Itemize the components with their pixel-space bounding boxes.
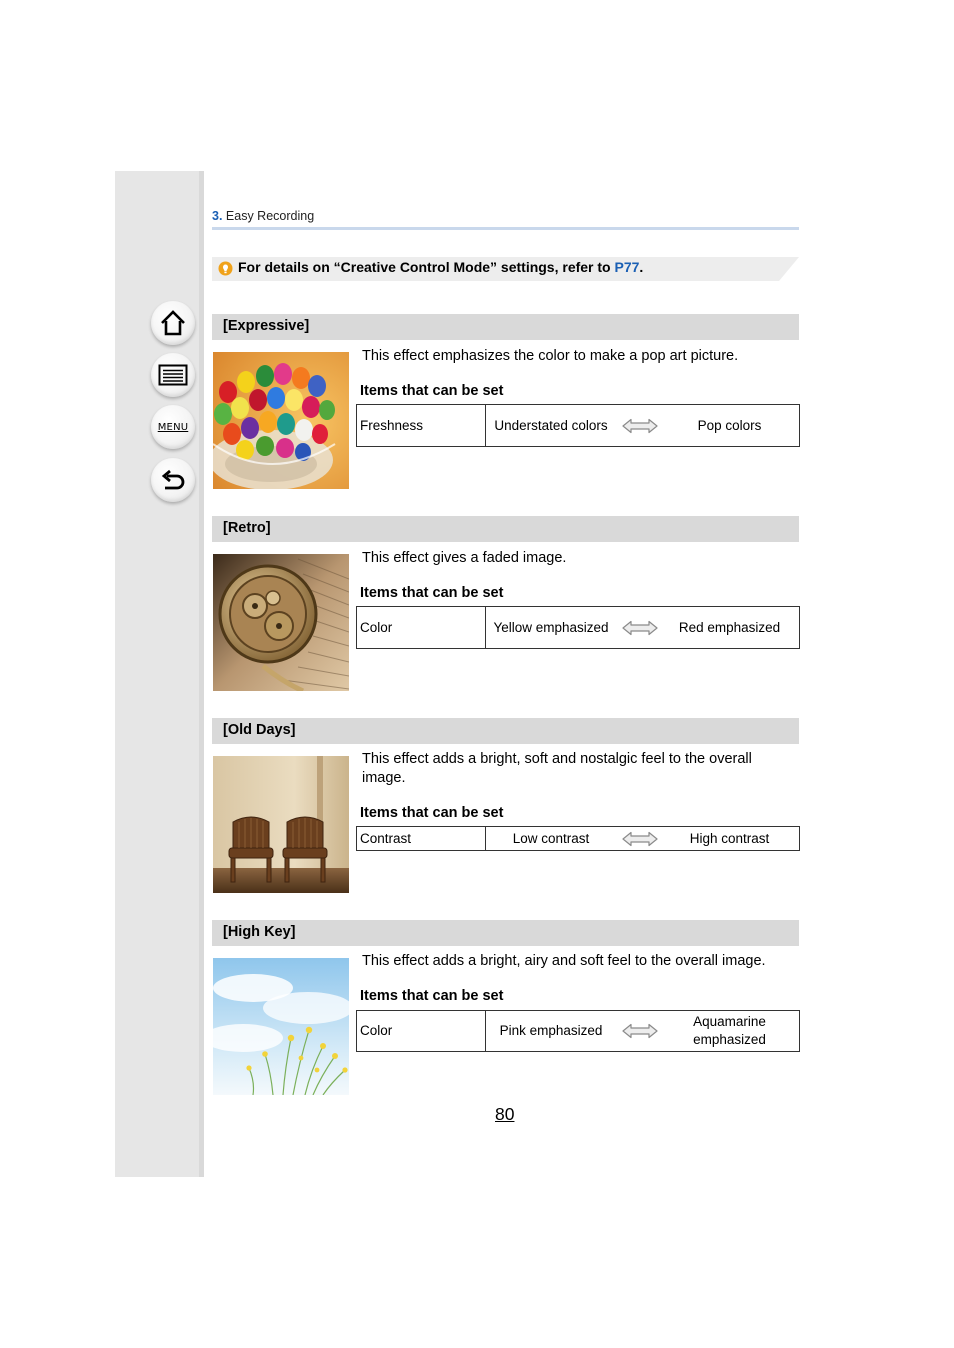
setting-from: Yellow emphasized [493, 619, 609, 635]
back-button[interactable] [151, 458, 195, 502]
menu-button[interactable] [151, 405, 195, 449]
sidebar-edge [199, 171, 204, 1177]
retro-description: This effect gives a faded image. [362, 550, 567, 566]
setting-to: High contrast [689, 830, 770, 846]
setting-from: Understated colors [494, 417, 608, 433]
double-arrow-icon [616, 827, 664, 850]
home-icon [159, 309, 187, 337]
chapter-number: 3. [212, 209, 223, 223]
section-title: [Old Days] [223, 722, 296, 738]
setting-name: Freshness [357, 405, 486, 446]
page-link[interactable]: P77 [614, 259, 640, 275]
items-label: Items that can be set [360, 585, 504, 601]
page-number: 80 [495, 1104, 515, 1124]
old-days-photo [213, 756, 349, 893]
breadcrumb [212, 209, 314, 223]
setting-table-retro [356, 606, 800, 649]
setting-table-expressive [356, 404, 800, 447]
high-key-description: This effect adds a bright, airy and soft feel to the overall image. [362, 953, 766, 969]
double-arrow-icon [616, 607, 664, 648]
note-end: . [639, 259, 644, 275]
setting-table-old-days [356, 826, 800, 851]
section-header-old-days [212, 718, 799, 744]
section-title: [High Key] [223, 924, 296, 940]
retro-photo [213, 554, 349, 691]
section-title: [Retro] [223, 520, 271, 536]
menu-label: MENU [157, 421, 189, 433]
setting-name: Color [357, 1011, 486, 1051]
section-header-high-key [212, 920, 799, 946]
section-title: [Expressive] [223, 318, 310, 334]
setting-to: Pop colors [697, 417, 762, 433]
items-label: Items that can be set [360, 988, 504, 1004]
contents-button[interactable] [151, 353, 195, 397]
setting-name: Contrast [357, 827, 486, 850]
note-text [238, 259, 643, 275]
back-arrow-icon [159, 467, 187, 493]
home-button[interactable] [151, 301, 195, 345]
double-arrow-icon [616, 1011, 664, 1051]
setting-name: Color [357, 607, 486, 648]
high-key-photo [213, 958, 349, 1095]
setting-to: Aquamarine emphasized [693, 1014, 766, 1047]
items-label: Items that can be set [360, 805, 504, 821]
header-rule [212, 227, 799, 230]
setting-table-high-key [356, 1010, 800, 1052]
setting-to: Red emphasized [678, 619, 781, 635]
section-header-expressive [212, 314, 799, 340]
hint-bulb-icon [218, 261, 233, 276]
expressive-description: This effect emphasizes the color to make a pop art picture. [362, 348, 739, 364]
expressive-photo [213, 352, 349, 489]
double-arrow-icon [616, 405, 664, 446]
note-body: For details on “Creative Control Mode” settings, refer to [238, 259, 615, 275]
setting-from: Pink emphasized [499, 1023, 603, 1038]
list-icon [158, 364, 188, 386]
setting-from: Low contrast [512, 830, 590, 846]
items-label: Items that can be set [360, 383, 504, 399]
old-days-description: This effect adds a bright, soft and nostalgic feel to the overall image. [362, 751, 752, 786]
chapter-title: Easy Recording [225, 209, 315, 223]
section-header-retro [212, 516, 799, 542]
